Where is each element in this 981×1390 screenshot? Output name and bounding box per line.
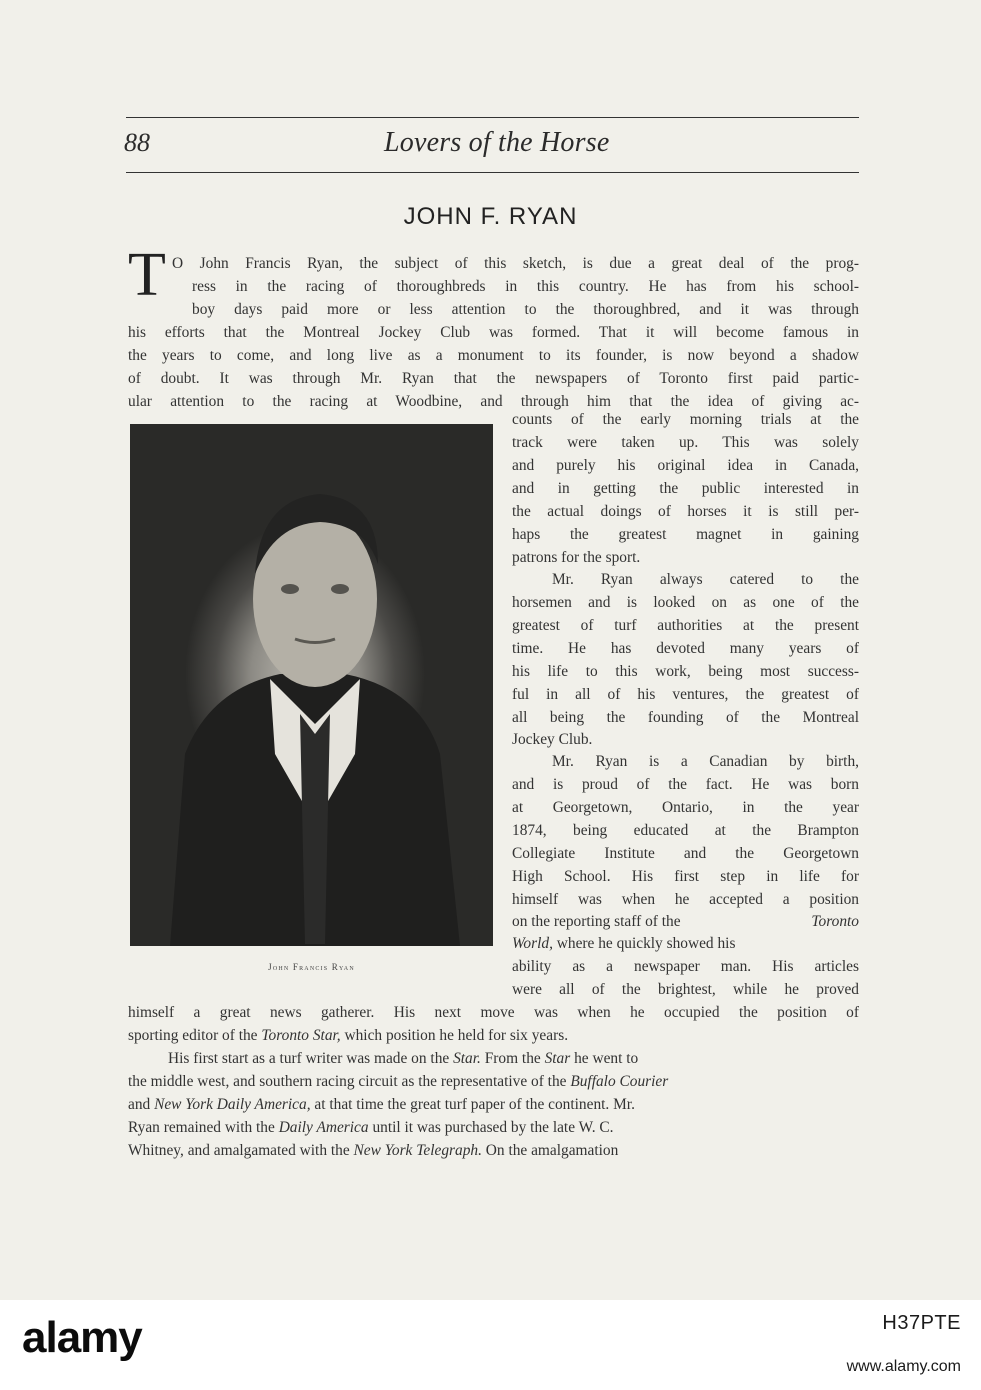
body-line xyxy=(128,1141,618,1161)
running-title: Lovers of the Horse xyxy=(384,127,610,158)
body-line: at Georgetown, Ontario, in the year xyxy=(512,799,859,816)
body-line: were all of the brightest, while he proved xyxy=(512,981,859,998)
body-line xyxy=(168,1049,638,1069)
body-line: his efforts that the Montreal Jockey Club was formed. That it will become famous in xyxy=(128,324,859,341)
body-text: On the amalgamation xyxy=(481,1142,619,1159)
body-line: the actual doings of horses it is still per- xyxy=(512,503,859,520)
photo-caption: John Francis Ryan xyxy=(268,962,355,972)
italic-title: Toronto Star, xyxy=(261,1027,341,1044)
body-line xyxy=(512,934,859,954)
body-line: High School. His first step in life for xyxy=(512,868,859,885)
portrait-figure xyxy=(130,424,493,946)
body-line: patrons for the sport. xyxy=(512,549,641,566)
body-line: O John Francis Ryan, the subject of this sketch, is due a great deal of the prog- xyxy=(172,255,859,272)
body-line xyxy=(128,1072,668,1092)
body-line xyxy=(128,1095,635,1115)
stock-footer xyxy=(0,1300,981,1390)
body-line: and in getting the public interested in xyxy=(512,480,859,497)
article-title: JOHN F. RYAN xyxy=(403,203,578,230)
body-line: haps the greatest magnet in gaining xyxy=(512,526,859,543)
body-text: at that time the great turf paper of the continent. Mr. xyxy=(310,1096,635,1113)
body-line: his life to this work, being most success- xyxy=(512,663,859,680)
body-text: sporting editor of the xyxy=(128,1027,262,1044)
body-text: on the reporting staff of the xyxy=(512,913,681,930)
body-line xyxy=(128,1118,614,1138)
body-text: From the xyxy=(480,1050,545,1067)
header-bottom-rule xyxy=(126,172,859,173)
body-line: ful in all of his ventures, the greatest of xyxy=(512,686,859,703)
page-number: 88 xyxy=(124,128,150,157)
body-line: ress in the racing of thoroughbreds in this country. He has from his school- xyxy=(192,278,859,295)
body-text: Whitney, and amalgamated with the xyxy=(128,1142,354,1159)
body-text: His first start as a turf writer was made on the xyxy=(168,1050,454,1067)
italic-title: Daily America xyxy=(278,1119,369,1136)
body-text: where he quickly showed his xyxy=(552,935,736,952)
body-line: and is proud of the fact. He was born xyxy=(512,776,859,793)
body-text: Ryan remained with the xyxy=(128,1119,279,1136)
body-line: counts of the early morning trials at the xyxy=(512,411,859,428)
drop-cap: T xyxy=(128,241,166,309)
body-line: ular attention to the racing at Woodbine, and through him that the idea of giving ac- xyxy=(128,393,859,410)
italic-title: New York Telegraph. xyxy=(353,1142,482,1159)
body-line xyxy=(512,912,859,932)
portrait-photo xyxy=(130,424,493,946)
body-line: Jockey Club. xyxy=(512,731,593,748)
body-line: Mr. Ryan always catered to the xyxy=(552,571,859,588)
stock-brand-logo: alamy xyxy=(22,1313,142,1362)
body-line: boy days paid more or less attention to the thoroughbred, and it was through xyxy=(192,301,859,318)
italic-title: New York Daily America, xyxy=(154,1096,311,1113)
body-line: horsemen and is looked on as one of the xyxy=(512,594,859,611)
body-line: of doubt. It was through Mr. Ryan that the newspapers of Toronto first paid partic- xyxy=(128,370,859,387)
italic-title: Buffalo Courier xyxy=(570,1073,669,1090)
body-text: and xyxy=(128,1096,155,1113)
body-line: himself a great news gatherer. His next move was when he occupied the position of xyxy=(128,1004,859,1021)
body-line: himself was when he accepted a position xyxy=(512,891,859,908)
stock-url: www.alamy.com xyxy=(846,1358,961,1375)
body-text: he went to xyxy=(570,1050,639,1067)
body-line: all being the founding of the Montreal xyxy=(512,709,859,726)
body-text: the middle west, and southern racing circuit as the representative of the xyxy=(128,1073,571,1090)
body-line: and purely his original idea in Canada, xyxy=(512,457,859,474)
body-line: greatest of turf authorities at the present xyxy=(512,617,859,634)
body-line: ability as a newspaper man. His articles xyxy=(512,958,859,975)
stock-image-id: H37PTE xyxy=(882,1312,961,1334)
body-line: track were taken up. This was solely xyxy=(512,434,859,451)
body-line: 1874, being educated at the Brampton xyxy=(512,822,859,839)
italic-title: World, xyxy=(512,935,553,952)
body-text: until it was purchased by the late W. C. xyxy=(368,1119,614,1136)
italic-title: Toronto xyxy=(811,913,859,930)
body-line: Collegiate Institute and the Georgetown xyxy=(512,845,859,862)
body-line: the years to come, and long live as a monument to its founder, is now beyond a shadow xyxy=(128,347,859,364)
header-top-rule xyxy=(126,117,859,118)
body-line xyxy=(128,1026,568,1046)
body-line: time. He has devoted many years of xyxy=(512,640,859,657)
italic-title: Star. xyxy=(453,1050,481,1067)
italic-title: Star xyxy=(544,1050,571,1067)
body-line: Mr. Ryan is a Canadian by birth, xyxy=(552,753,859,770)
body-text: which position he held for six years. xyxy=(340,1027,569,1044)
